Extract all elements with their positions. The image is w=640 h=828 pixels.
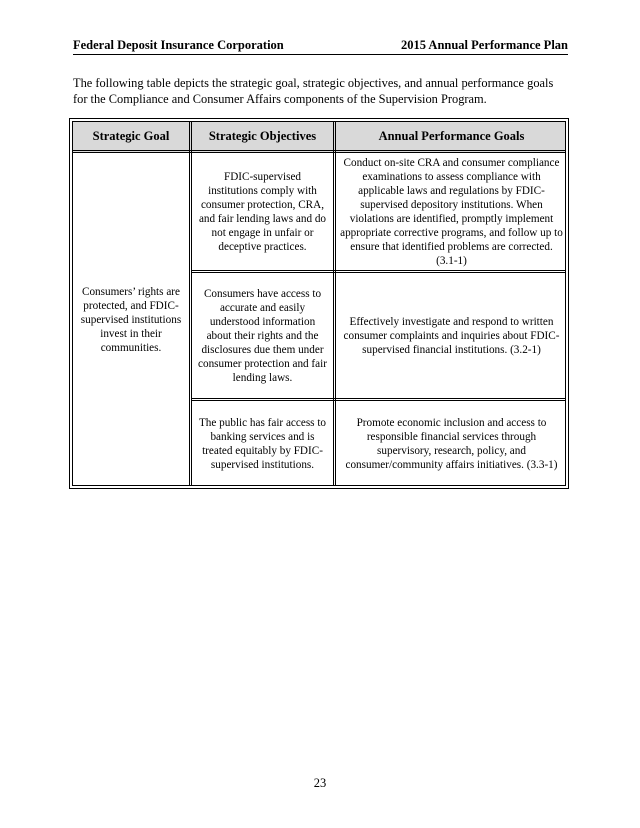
table-row-2-performance-goal: Effectively investigate and respond to written consumer complaints and inquiries about FDIC-supervised financial institutions. (3.2-1) <box>343 315 560 356</box>
table-inner-frame <box>72 121 566 486</box>
table-header-row <box>73 122 565 153</box>
header-organization: Federal Deposit Insurance Corporation <box>73 38 284 52</box>
page-number: 23 <box>313 776 327 790</box>
column-header-strategic-goal: Strategic Goal <box>92 129 170 143</box>
strategic-goal-cell: Consumers’ rights are protected, and FDIC-supervised institutions invest in their communities. <box>80 285 182 354</box>
table-row-1-performance-goal: Conduct on-site CRA and consumer compliance examinations to assess compliance with applicable laws and regulations by FDIC-supervised depository institutions. When violations are identified, promptly implement appropriate corrective programs, and follow up to ensure that identified problems are corrected. (3.1-1) <box>340 156 563 267</box>
table-row-2-objective: Consumers have access to accurate and easily understood information about their rights and the disclosures due them under consumer protection and fair lending laws. <box>198 287 327 384</box>
table-row-3-objective: The public has fair access to banking services and is treated equitably by FDIC-supervised institutions. <box>198 416 327 471</box>
intro-paragraph: The following table depicts the strategic goal, strategic objectives, and annual performance goals for the Compliance and Consumer Affairs components of the Supervision Program. <box>73 76 554 106</box>
table-row-1-objective: FDIC-supervised institutions comply with consumer protection, CRA, and fair lending laws and do not engage in unfair or deceptive practices. <box>198 170 327 253</box>
header-document-title: 2015 Annual Performance Plan <box>400 38 568 52</box>
strategic-goals-table <box>69 118 569 489</box>
column-header-strategic-objectives: Strategic Objectives <box>208 129 317 143</box>
table-row-3-performance-goal: Promote economic inclusion and access to responsible financial services through supervisory, research, policy, and consumer/community affairs initiatives. (3.3-1) <box>345 416 558 471</box>
running-header <box>73 38 568 55</box>
column-header-performance-goals: Annual Performance Goals <box>378 129 525 143</box>
